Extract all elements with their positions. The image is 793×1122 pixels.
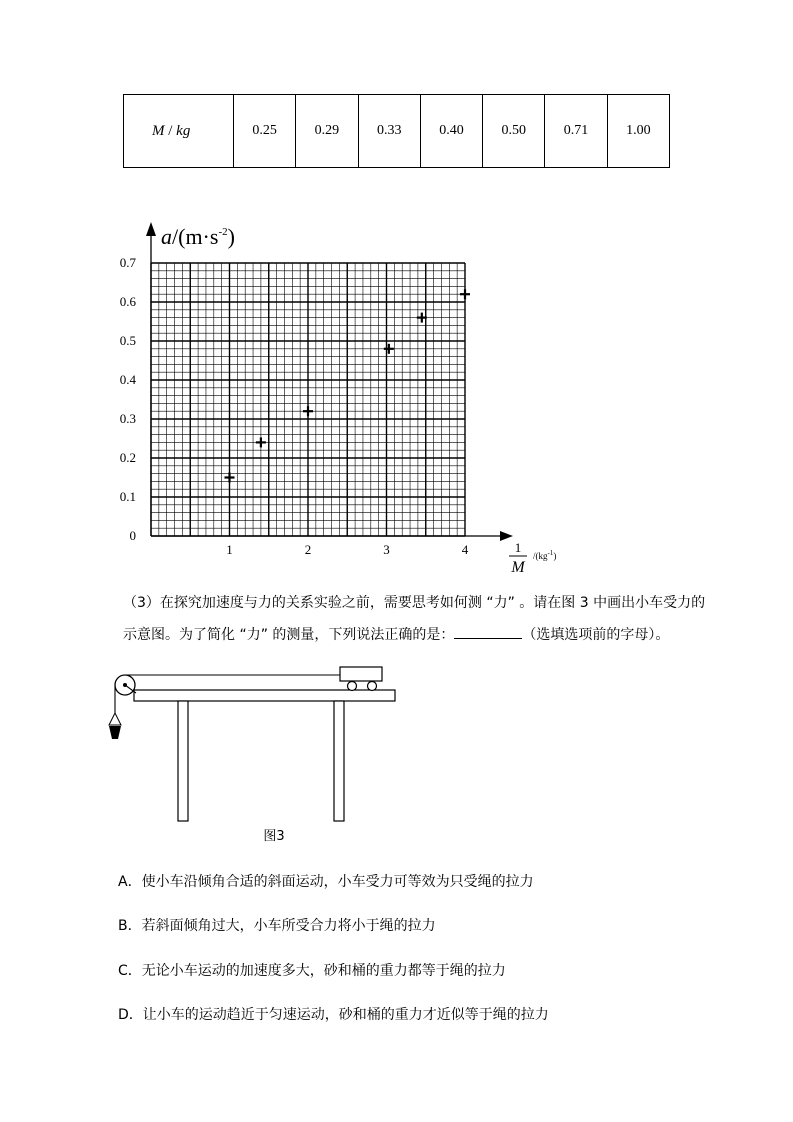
mass-value-cell: 0.25 bbox=[234, 95, 296, 168]
x-axis-arrow bbox=[500, 531, 513, 541]
mass-value-cell: 0.33 bbox=[358, 95, 420, 168]
cart-wheel bbox=[368, 682, 377, 691]
y-tick-label: 0.2 bbox=[119, 450, 136, 465]
cart-wheel bbox=[348, 682, 357, 691]
tabletop bbox=[134, 690, 395, 701]
data-point-marker bbox=[303, 406, 313, 416]
x-label-unit: $/(kg^{-1})$ bbox=[533, 549, 557, 561]
x-label-numerator: 1 bbox=[514, 540, 522, 555]
option-c: C．无论小车运动的加速度多大，砂和桶的重力都等于绳的拉力 bbox=[118, 963, 506, 979]
data-point-marker bbox=[256, 437, 266, 447]
table-row bbox=[124, 95, 670, 168]
y-tick-label: 0.3 bbox=[119, 411, 136, 426]
option-d: D．让小车的运动趋近于匀速运动，砂和桶的重力才近似等于绳的拉力 bbox=[118, 1007, 549, 1023]
y-axis-label: $a/(m\cdot s^{-2})$ bbox=[161, 224, 235, 249]
x-tick-label: 2 bbox=[304, 542, 312, 557]
x-tick-labels bbox=[226, 542, 469, 557]
cart bbox=[340, 667, 382, 681]
question-3-line-2: 示意图。为了简化 “力” 的测量，下列说法正确的是： （选填选项前的字母）。 bbox=[123, 620, 713, 650]
grid bbox=[151, 263, 465, 536]
mass-header-cell: M / kg bbox=[124, 95, 234, 168]
y-tick-label: 0.6 bbox=[119, 294, 136, 309]
question-3-line-1: （3）在探究加速度与力的关系实验之前，需要思考如何测 “力” 。请在图 3 中画出小车受力的 bbox=[123, 595, 706, 611]
figure-3-caption: 图3 bbox=[263, 829, 285, 844]
y-tick-label: 0.4 bbox=[119, 372, 136, 387]
mass-value-cell: 0.40 bbox=[420, 95, 482, 168]
x-axis-label bbox=[509, 540, 556, 576]
mass-value-cell: 0.50 bbox=[483, 95, 545, 168]
answer-blank[interactable] bbox=[454, 622, 522, 639]
mass-value-cell: 0.71 bbox=[545, 95, 607, 168]
y-tick-label: 0.7 bbox=[119, 255, 136, 270]
y-tick-label: 0.5 bbox=[119, 333, 136, 348]
x-tick-label: 3 bbox=[383, 542, 390, 557]
mass-table bbox=[123, 94, 670, 168]
table-leg-left bbox=[178, 701, 188, 821]
data-point-marker bbox=[384, 344, 394, 354]
mass-value-cell: 1.00 bbox=[607, 95, 669, 168]
x-label-denominator: M bbox=[511, 559, 525, 576]
y-tick-label: 0.1 bbox=[119, 489, 136, 504]
y-tick-label: 0 bbox=[129, 528, 136, 543]
y-axis-arrow bbox=[146, 222, 156, 236]
x-tick-label: 4 bbox=[461, 542, 469, 557]
x-tick-label: 1 bbox=[226, 542, 233, 557]
sand-bucket bbox=[109, 726, 121, 739]
data-point-marker bbox=[460, 289, 470, 299]
axes bbox=[146, 222, 513, 541]
mass-value-cell: 0.29 bbox=[296, 95, 358, 168]
option-b: B．若斜面倾角过大，小车所受合力将小于绳的拉力 bbox=[118, 918, 436, 934]
acceleration-graph bbox=[0, 195, 793, 580]
table-leg-right bbox=[334, 701, 344, 821]
data-point-marker bbox=[225, 473, 235, 483]
option-a: A．使小车沿倾角合适的斜面运动，小车受力可等效为只受绳的拉力 bbox=[118, 874, 534, 890]
figure-3-apparatus bbox=[0, 655, 793, 855]
bucket-handle bbox=[109, 713, 121, 725]
y-tick-labels bbox=[120, 255, 137, 543]
